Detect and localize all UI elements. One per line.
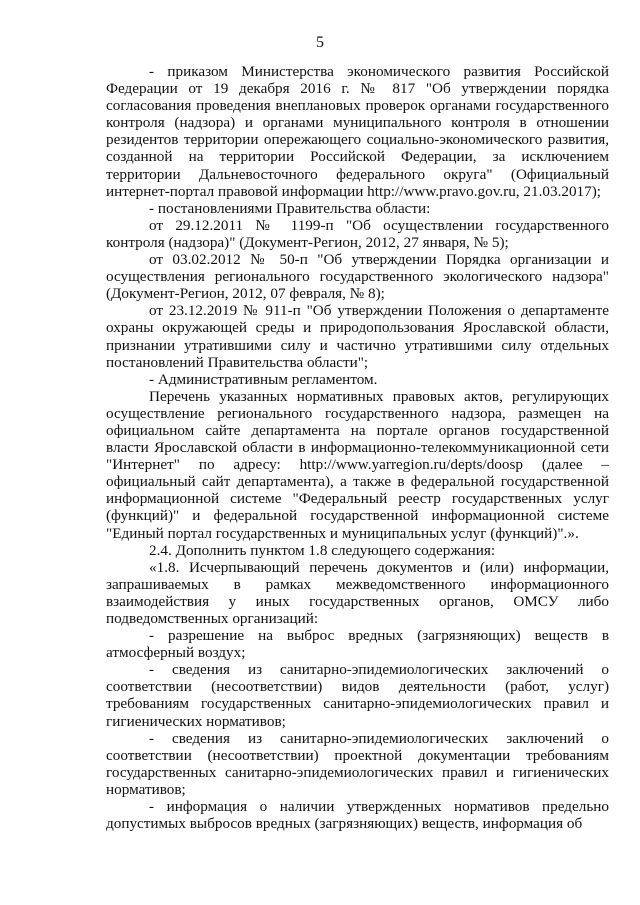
paragraph-list-of-acts: Перечень указанных нормативных правовых актов, регулирующих осуществление регионального государственного надзора, размещен на официальном сайте департамента на портале органов государственной власти Ярославской области в информационно-телекоммуникационной сети "Интернет" по адресу: http://www.yarregion.ru/depts/doosp (далее – официальный сайт департамента), а также в федеральной государственной информационной системе "Федеральный реестр государственных услуг (функций)" и федеральной государственной информационной системе "Единый портал государственных и муниципальных услуг (функций)".». bbox=[106, 387, 609, 542]
paragraph-resolution-50: от 03.02.2012 № 50-п "Об утверждении Порядка организации и осуществления регионального государственного экологического надзора" (Документ-Регион, 2012, 07 февраля, № 8); bbox=[106, 251, 609, 303]
document-body bbox=[106, 63, 609, 832]
page-number: 5 bbox=[316, 34, 324, 51]
paragraph-section-1-8: «1.8. Исчерпывающий перечень документов и (или) информации, запрашиваемых в рамках межведомственного информационного взаимодействия у иных государственных органов, ОМСУ либо подведомственных организаций: bbox=[106, 558, 609, 627]
list-item-sanitary-project: - сведения из санитарно-эпидемиологических заключений о соответствии (несоответствии) проектной документации требованиям государственных санитарно-эпидемиологических правил и гигиенических нормативов; bbox=[106, 729, 609, 798]
list-item-sanitary-activities: - сведения из санитарно-эпидемиологических заключений о соответствии (несоответствии) видов деятельности (работ, услуг) требованиям государственных санитарно-эпидемиологических правил и гигиенических нормативов; bbox=[106, 661, 609, 730]
list-item-emission-standards: - информация о наличии утвержденных нормативов предельно допустимых выбросов вредных (загрязняющих) веществ, информация об bbox=[106, 798, 609, 833]
paragraph-administrative-regulation: - Административным регламентом. bbox=[149, 370, 378, 388]
paragraph-resolution-911: от 23.12.2019 № 911-п "Об утверждении Положения о департаменте охраны окружающей среды и природопользования Ярославской области, признании утратившими силу и частично утратившими силу отдельных постановлений Правительства области"; bbox=[106, 302, 609, 371]
paragraph-resolution-1199: от 29.12.2011 № 1199-п "Об осуществлении государственного контроля (надзора)" (Документ-Регион, 2012, 27 января, № 5); bbox=[106, 216, 609, 251]
paragraph-section-2-4: 2.4. Дополнить пунктом 1.8 следующего содержания: bbox=[149, 541, 496, 559]
paragraph-order-ministry: - приказом Министерства экономического развития Российской Федерации от 19 декабря 2016 г. № 817 "Об утверждении порядка согласования проведения внеплановых проверок органами государственного контроля (надзора) и органами муниципального контроля в отношении резидентов территории опережающего социально-экономического развития, созданной на территории Российской Федерации, за исключением территории Дальневосточного федерального округа" (Официальный интернет-портал правовой информации http://www.pravo.gov.ru, 21.03.2017); bbox=[106, 63, 609, 200]
paragraph-government-resolutions: - постановлениями Правительства области: bbox=[149, 199, 431, 217]
list-item-emission-permit: - разрешение на выброс вредных (загрязняющих) веществ в атмосферный воздух; bbox=[106, 627, 609, 662]
